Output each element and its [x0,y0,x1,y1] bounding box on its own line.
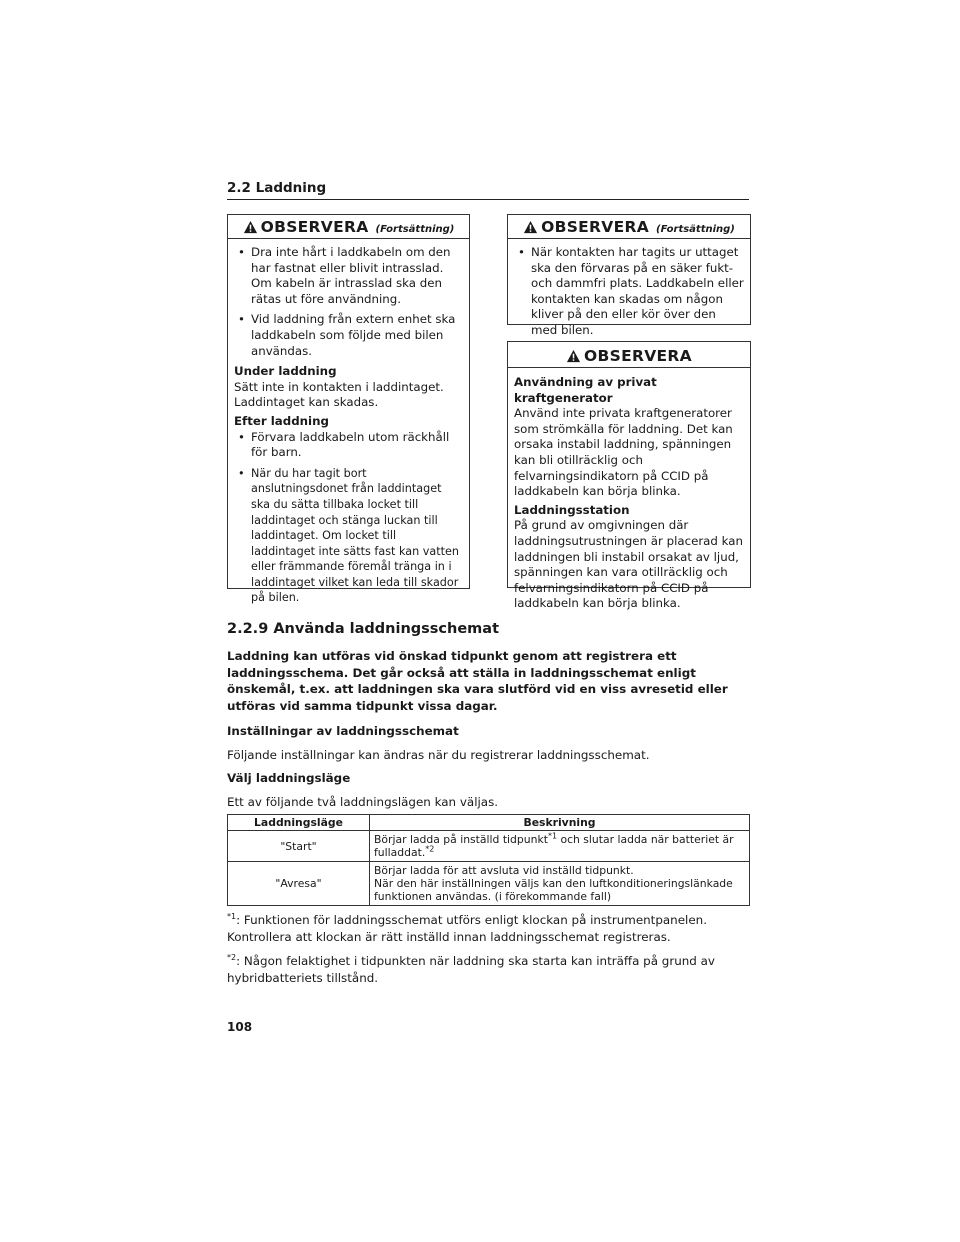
list-item: • När du har tagit bort anslutningsdonet från laddintaget ska du sätta tillbaka locket till laddintaget och stänga luckan till laddintaget. Om locket till laddintaget inte sätts fast kan vatten eller främmande föremål tränga in i laddintaget vilket kan leda till skador på bilen. [234,466,463,606]
footnote-ref: *1 [547,831,558,841]
caution-title-bar [508,215,750,239]
footnote-ref: *2 [425,844,435,854]
paragraph: Sätt inte in kontakten i laddintaget. Laddintaget kan skadas. [234,379,444,410]
subheading: Användning av privat kraftgenerator [514,375,657,405]
description-text: När den här inställningen väljs kan den luftkonditioneringslänkade funktionen användas. (i förekommande fall) [374,877,733,903]
subheading: Under laddning [234,364,337,379]
warning-icon [243,220,258,235]
description-cell [370,831,750,862]
chapter-header: 2.2 Laddning [227,180,749,200]
table-row [228,862,750,906]
description-text: Börjar ladda på inställd tidpunkt [374,833,548,846]
footnote-mark: *2 [227,953,237,963]
intro-paragraph: Laddning kan utföras vid önskad tidpunkt genom att registrera ett laddningsschema. Det går också att ställa in laddningsschemat enligt önskemål, t.ex. att laddningen ska vara slutförd vid en viss avresetid eller utföras vid samma tidpunkt vissa dagar. [227,649,728,713]
section-title: 2.2.9 Använda laddningsschemat [227,621,499,637]
description-text: och slutar ladda när batteriet är fulladdat. [374,833,734,859]
page-number: 108 [227,1020,253,1034]
footnote-mark: *1 [227,912,237,922]
continued-label: (Fortsättning) [656,224,735,235]
caution-title: OBSERVERA [541,218,650,236]
caution-title-bar [508,342,750,368]
subheading: Laddningsstation [514,502,630,517]
subheading: Välj laddningsläge [227,771,351,785]
continued-label: (Fortsättning) [375,224,455,235]
caution-box-right [507,341,751,611]
section-body [227,648,752,986]
table-row [228,831,750,862]
list-item: • Dra inte hårt i laddkabeln om den har fastnat eller blivit intrasslad. Om kabeln är intrasslad ska den rätas ut före användning. [234,245,463,307]
subheading: Inställningar av laddningsschemat [227,724,459,738]
caution-title-bar [228,215,469,239]
footnote [227,953,752,986]
paragraph: Använd inte privata kraftgeneratorer som strömkälla för laddning. Det kan orsaka instabil laddning, spänningen kan bli otillräcklig och felvarningsindikatorn på CCID på laddkabeln kan börja blinka. [514,406,733,499]
caution-title: OBSERVERA [260,218,369,236]
table-header-row [228,815,750,831]
mode-cell: "Start" [228,831,370,862]
description-cell [370,862,750,906]
paragraph: Följande inställningar kan ändras när du registrerar laddningsschemat. [227,747,650,762]
paragraph: På grund av omgivningen där laddningsutrustningen är placerad kan laddningen bli instabil orsakat av ljud, spänningen kan vara otillräcklig och felvarningsindikatorn på CCID på laddkabeln kan börja blinka. [514,518,743,611]
column-header: Laddningsläge [228,815,370,831]
list-item: • Förvara laddkabeln utom räckhåll för barn. [234,430,463,461]
paragraph: Ett av följande två laddningslägen kan väljas. [227,794,499,809]
list-item: • Vid laddning från extern enhet ska laddkabeln som följde med bilen användas. [234,312,463,359]
charging-mode-table [227,814,750,906]
caution-box-left [227,214,470,605]
mode-cell: "Avresa" [228,862,370,906]
warning-icon [523,220,538,235]
footnote [227,912,752,945]
footnote-text: : Funktionen för laddningsschemat utförs enligt klockan på instrumentpanelen. Kontrollera att klockan är rätt inställd innan laddningsschemat registreras. [227,913,707,944]
warning-icon [566,349,581,364]
caution-title: OBSERVERA [584,347,692,365]
caution-box-right-top [507,214,751,337]
column-header: Beskrivning [370,815,750,831]
subheading: Efter laddning [234,413,329,428]
list-item: • När kontakten har tagits ur uttaget ska den förvaras på en säker fukt- och dammfri plats. Laddkabeln eller kontakten kan skadas om någon kliver på den eller kör över den med bilen. [514,245,744,339]
footnote-text: : Någon felaktighet i tidpunkten när laddning ska starta kan inträffa på grund av hybridbatteriets tillstånd. [227,954,715,985]
description-text: Börjar ladda för att avsluta vid inställd tidpunkt. [374,864,634,877]
